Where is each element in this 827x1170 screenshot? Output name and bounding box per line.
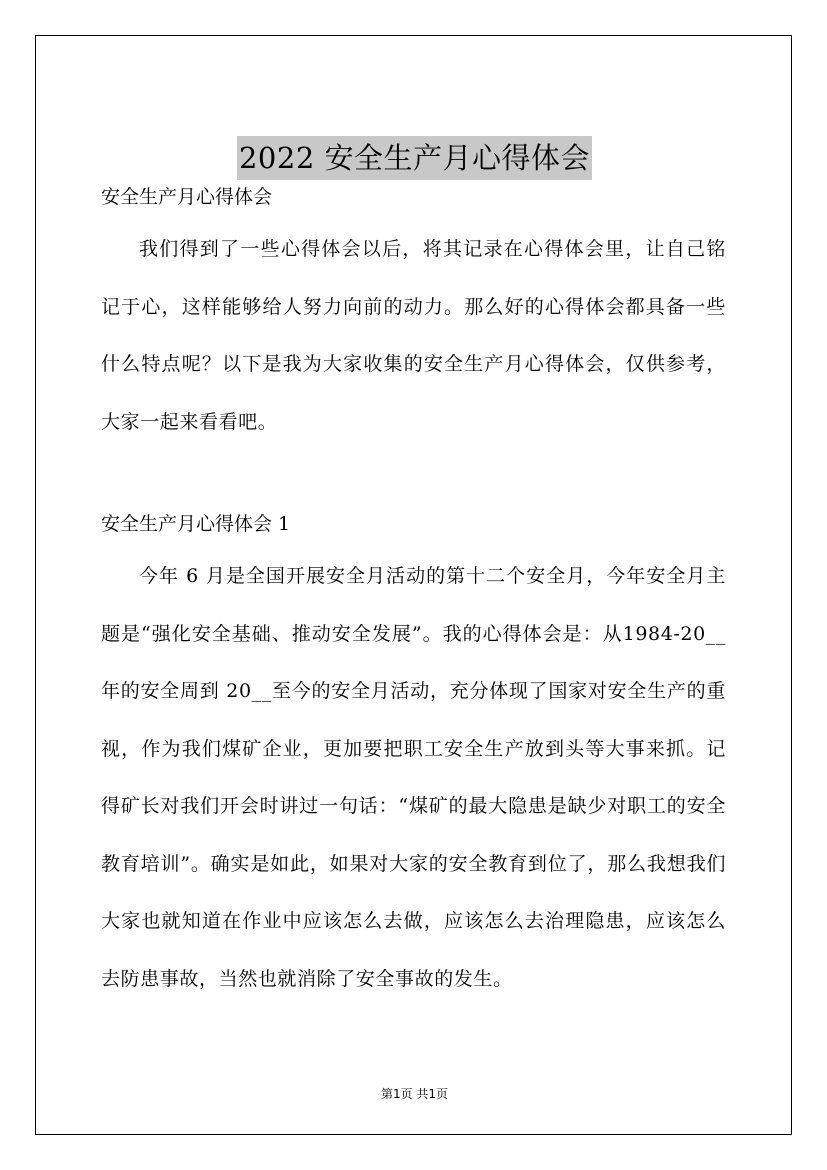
section-1-subheading: 安全生产月心得体会 1 [101,513,291,535]
page-number-footer: 第1页 共1页 [380,1087,449,1101]
intro-paragraph: 我们得到了一些心得体会以后，将其记录在心得体会里，让自己铭记于心，这样能够给人努力向前的动力。那么好的心得体会都具备一些什么特点呢？以下是我为大家收集的安全生产月心得体会，仅供参考，大家一起来看看吧。 [101,238,726,433]
title-container [36,136,793,180]
document-title: 2022 安全生产月心得体会 [237,136,592,180]
document-page [35,35,792,1135]
intro-subheading: 安全生产月心得体会 [101,186,273,208]
section-1-paragraph: 今年 6 月是全国开展安全月活动的第十二个安全月，今年安全月主题是“强化安全基础、推动安全发展”。我的心得体会是：从1984-20__年的安全周到 20__至今的安全月活动，充分体现了国家对安全生产的重视，作为我们煤矿企业，更加要把职工安全生产放到头等大事来抓。记得矿长对我们开会时讲过一句话：“煤矿的最大隐患是缺少对职工的安全教育培训”。确实是如此，如果对大家的安全教育到位了，那么我想我们大家也就知道在作业中应该怎么去做，应该怎么去治理隐患，应该怎么去防患事故，当然也就消除了安全事故的发生。 [101,565,726,990]
